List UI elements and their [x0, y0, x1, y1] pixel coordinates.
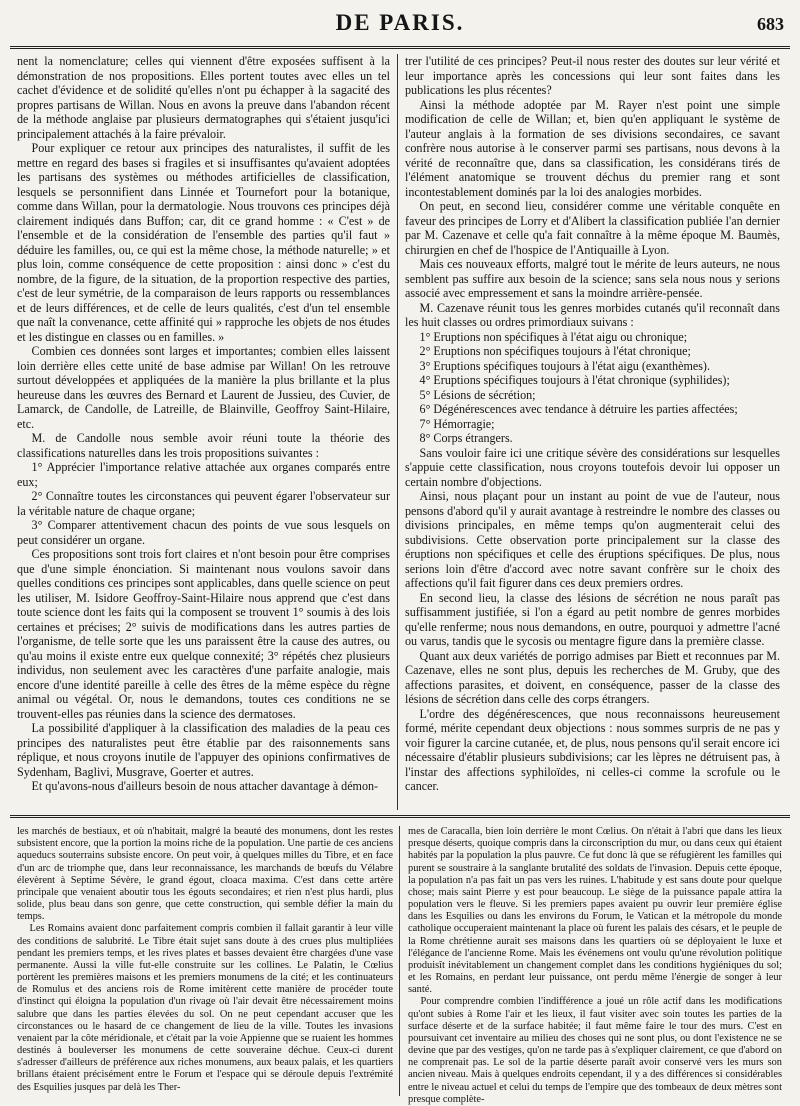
paragraph: Pour comprendre combien l'indifférence a joué un rôle actif dans les modifications qu'ont subies à Rome l'air et les lieux, il faut visiter avec soin toutes les parties de la surface déserte et de la surface habitée; il faut même faire le tour des murs. C'est en poursuivant cet inventaire au milieu des choses qui ne sont plus, ou dont l'existence ne se devine que par des vestiges, qu'on ne tarde pas à s'expliquer clairement, ce que d'abord on ne comprenait pas. Le sol de la partie déserte paraît avoir conservé vers les murs son ancien niveau. Mais à quelques endroits cependant, il y a des différences si considérables entre le niveau actuel et celui du temps de l'empire que des tombeaux de deux mètres sont presque complète-	[408, 996, 782, 1105]
paragraph: 2° Connaître toutes les circonstances qui peuvent égarer l'observateur sur la véritable nature de chaque organe;	[17, 489, 390, 518]
paragraph: 3° Comparer attentivement chacun des points de vue sous lesquels on peut considérer un organe.	[17, 518, 390, 547]
feuilleton-column-left	[17, 826, 393, 1096]
classification-list	[405, 330, 780, 446]
running-title: DE PARIS.	[335, 10, 465, 35]
paragraph: Ainsi la méthode adoptée par M. Rayer n'est point une simple modification de celle de Willan; et, bien qu'en appliquant le système de l'auteur anglais à la formation de ses divisions secondaires, ce savant confrère nous autorise à le conserver parmi ses partisans, nous devons à la vérité de reconnaître que, dans sa classification, les considérans tirés de l'élément anatomique se trouvent déchus du premier rang et sont incontestablement dominés par la loi des analogies morbides.	[405, 97, 780, 199]
list-item: 7° Hémorragie;	[419, 416, 495, 431]
list-item: 8° Corps étrangers.	[419, 431, 513, 445]
paragraph: Sans vouloir faire ici une critique sévère des considérations sur lesquelles s'appuie cette classification, nous croyons toutefois devoir lui opposer un certain nombre d'objections.	[405, 445, 780, 489]
article-column-right	[405, 54, 780, 811]
paragraph: La possibilité d'appliquer à la classification des maladies de la peau ces principes des naturalistes peut être établie par des raisonnements sans réplique, et nous croyons inutile de l'appuyer des opinions confirmatives de Sydenham, Baglivi, Musgrave, Goerter et autres.	[17, 721, 390, 779]
list-item: 1° Eruptions non spécifiques à l'état aigu ou chronique;	[419, 329, 688, 344]
paragraph: nent la nomenclature; celles qui viennent d'être exposées suffisent à la démonstration de nos propositions. Elles portent toutes avec elles un tel cachet d'évidence et de solidité qu'elles n'ont pu échapper à la sagacité des propres partisans de Willan. Nous en avons la preuve dans l'abandon récent de la méthode anglaise par plusieurs dermatographes qui s'étaient jusqu'ici principalement attachés à la faire prévaloir.	[17, 54, 390, 141]
feuilleton-column-right	[408, 826, 782, 1105]
paragraph: Ainsi, nous plaçant pour un instant au point de vue de l'auteur, nous pensons d'abord qu'il y aurait avantage à restreindre le nombre des classes ou divisions principales, en même temps qu'on augmenterait celui des subdivisions. Cette observation porte principalement sur la classe des éruptions non spécifiques et celle des éruptions spécifiques. De plus, nous serions loin d'être d'accord avec notre savant confrère sur le choix des affections qu'il fait figurer dans ces deux premiers ordres.	[405, 489, 780, 590]
page-number: 683	[757, 14, 784, 34]
paragraph: les marchés de bestiaux, et où n'habitait, malgré la beauté des monumens, dont les restes subsistent encore, que la portion la moins riche de la population. Une partie de ces anciens aqueducs souterrains subsiste encore. On peut voir, à quelques milles du Tibre, et en face d'un arc de triomphe que, dans leur reconnaissance, les marchands de bœufs du Vélabre élevèrent à Septime Sévère, le grand égout, cloaca maxima. C'est dans cette artère principale que venaient aboutir tous les égouts secondaires; et rien n'est plus hardi, plus solide, plus beau dans son genre, que cette construction, qui semble défier la main du temps.	[17, 826, 393, 923]
paragraph: Combien ces données sont larges et importantes; combien elles laissent loin derrière elles cette unité de base admise par Willan! On les retrouve surtout développées et appliquées de la manière la plus brillante et la plus heureuse dans les œuvres des Bernard et Laurent de Jussieu, des Cuvier, de Lamarck, de Candolle, de Latreille, de Blainville, Geoffroy Saint-Hilaire, etc.	[17, 344, 390, 431]
paragraph: 1° Apprécier l'importance relative attachée aux organes comparés entre eux;	[17, 460, 390, 489]
paragraph: trer l'utilité de ces principes? Peut-il nous rester des doutes sur leur vérité et leur importance après les concessions qui leur sont faites dans les publications les plus récentes?	[405, 54, 780, 97]
paragraph: Mais ces nouveaux efforts, malgré tout le mérite de leurs auteurs, ne nous semblent pas suffire aux besoin de la science; sans sela nous nous y serions associé avec empressement et sans la moindre arrière-pensée.	[405, 257, 780, 300]
paragraph: En second lieu, la classe des lésions de sécrétion ne nous paraît pas suffisamment justifiée, si l'on a égard au petit nombre de genres morbides qu'elle renferme; nous nous demandons, en outre, pourquoi y admettre l'acné ou varus, tandis que le sycosis ou mentagre figure dans la première classe.	[405, 590, 780, 648]
feuilleton-rule	[10, 815, 790, 818]
paragraph: M. Cazenave réunit tous les genres morbides cutanés qu'il reconnaît dans les huit classes ou ordres primordiaux suivans :	[405, 300, 780, 329]
list-item: 4° Eruptions spécifiques toujours à l'état chronique (syphilides);	[419, 373, 730, 387]
article-column-left	[17, 54, 390, 811]
list-item: 2° Eruptions non spécifiques toujours à l'état chronique;	[419, 344, 691, 358]
paragraph: Les Romains avaient donc parfaitement compris combien il fallait garantir à leur ville des conditions de salubrité. Le Tibre était sujet sans doute à des crues plus multipliées pendant les premiers temps, et les rives plates et basses devaient être chargées d'une vase permanente. Aussi la ville fut-elle construite sur les collines. Le Palatin, le Cœlius portèrent les premières maisons et les premiers monumens de la cité; et les continuateurs de Romulus et des anciens rois de Rome imitèrent cette manière de procéder toute d'instinct qui éloigna la population d'un rivage où l'air devait être nécessairement moins salubre que dans les parties élevées du sol. On ne peut cependant accuser que les circonstances ou le hasard de ce changement de lieu de la ville. Toutes les invasions venaient par la côte méridionale, et c'était par la voie Appienne que se ruaient les hommes destinés à bouleverser les monumens de cette souveraine déchue. Ceux-ci durent s'adresser d'ailleurs de préférence aux riches monumens, aux beaux palais, et les quartiers brillans étaient précisément entre le Forum et l'espace qui se déroule depuis l'extrémité des Esquilies jusques par delà les Ther-	[17, 923, 393, 1093]
paragraph: L'ordre des dégénérescences, que nous reconnaissons heureusement formé, mérite cependant deux objections : nous sommes surpris de ne pas y voir figurer la carcine cutanée, et, de plus, nous pensons qu'il serait encore ici nécessaire d'établir plusieurs subdivisions; car les lèpres ne détruisent pas, à l'instar des affections syphiloïdes, ni celles-ci comme la scrofule ou le cancer.	[405, 706, 780, 793]
column-divider	[399, 826, 400, 1096]
paragraph: Pour expliquer ce retour aux principes des naturalistes, il suffit de les mettre en regard des bases si fragiles et si insuffisantes qu'avaient adoptées les partisans des systèmes ou méthodes artificielles de classification, lesquels se personnifient dans Linnée et Tournefort pour la botanique, comme dans Willan, pour la dermatologie. Nous trouvons ces principes déjà clairement indiqués dans Buffon; car, dit ce grand homme : « C'est » de l'ensemble et de la considération de l'ensemble des parties qu'il faut » déduire les familles, ou, ce qui est la même chose, la méthode naturelle; » et plus loin, comme conséquence de cette proposition : ainsi donc » c'est du nombre, de la figure, de la situation, de la proportion respective des parties, c'est de leur symétrie, de la comparaison de leurs rapports ou ressemblances et de leurs différences, et de celle de leurs qualités, c'est d'un tel ensemble que naît la convenance, cette affinité qui » rapproche les objets de nos études et les distingue en classes ou en familles. »	[17, 141, 390, 344]
paragraph: Et qu'avons-nous d'ailleurs besoin de nous attacher davantage à démon-	[31, 779, 379, 793]
paragraph: mes de Caracalla, bien loin derrière le mont Cœlius. On n'était à l'abri que dans les lieux presque déserts, quoique compris dans la circonscription du mur, ou dans ceux qui étaient habités par la population la plus pauvre. Ce fut donc là que se réfugièrent les familles qui purent se soustraire à la sanglante brutalité des soldats de l'invasion. Depuis cette époque, la population n'a pas fait un pas vers les ruines. L'habitude y est sans doute pour quelque chose; mais saint Pierre y est pour beaucoup. Le siège de la puissance papale attira la population vers le fleuve. Si les premiers papes avaient pu ouvrir leur première église dans les Esquilies ou dans les environs du Forum, le Vatican et la métropole du monde catholique occuperaient maintenant la place où furent les palais des césars, et le peuple de la Rome chrétienne aurait ses maisons dans les quartiers où se déployaient le luxe et l'élégance de l'ancienne Rome. Mais les événemens ont voulu qu'une révolution politique produisît inévitablement un changement complet dans les conditions hygiéniques du sol; et les Romains, en perdant leur puissance, ont perdu même l'énergie de songer à leur santé.	[408, 826, 782, 996]
list-item: 6° Dégénérescences avec tendance à détruire les parties affectées;	[419, 402, 738, 416]
list-item: 3° Eruptions spécifiques toujours à l'état aigu (exanthèmes).	[419, 358, 710, 373]
paragraph: Quant aux deux variétés de porrigo admises par Biett et reconnues par M. Cazenave, elles ne sont plus, depuis les recherches de M. Gruby, que des affections parasites, et doivent, en conséquence, passer de la classe des lésions de sécrétion dans celle des corps étrangers.	[405, 648, 780, 706]
paragraph: On peut, en second lieu, considérer comme une véritable conquête en faveur des principes de Lorry et d'Alibert la classification publiée l'an dernier par M. Cazenave et celle qu'a fait connaître à la même époque M. Baumès, chirurgien en chef de l'hospice de l'Antiquaille à Lyon.	[405, 199, 780, 257]
column-divider	[397, 54, 398, 810]
header-rule	[10, 46, 790, 49]
list-item: 5° Lésions de sécrétion;	[419, 387, 536, 402]
paragraph: M. de Candolle nous semble avoir réuni toute la théorie des classifications naturelles dans les trois propositions suivantes :	[17, 431, 390, 460]
page-header	[0, 10, 800, 40]
paragraph: Ces propositions sont trois fort claires et n'ont besoin pour être comprises que d'une simple énonciation. Si maintenant nous voulons savoir dans quelles conditions ces principes sont applicables, dans quelle science on peut les utiliser, M. Isidore Geoffroy-Saint-Hilaire nous apprend que c'est dans toute science dont les faits qui la composent se trouvent 1° soumis à des lois certaines et précises; 2° suivis de modifications dans les autres parties de l'organisme, de telle sorte que les uns paraissent être la cause des autres, ou qu'au moins il existe entre eux quelque connexité; 3° répétés chez plusieurs individus, non seulement avec les caractères d'une parfaite analogie, mais encore d'une identité pareille à celle des êtres de la même espèce du règne animal ou végétal. Or, nous le demandons, toutes ces conditions ne se trouvent-elles pas réunies dans la science des dermatoses.	[17, 547, 390, 721]
